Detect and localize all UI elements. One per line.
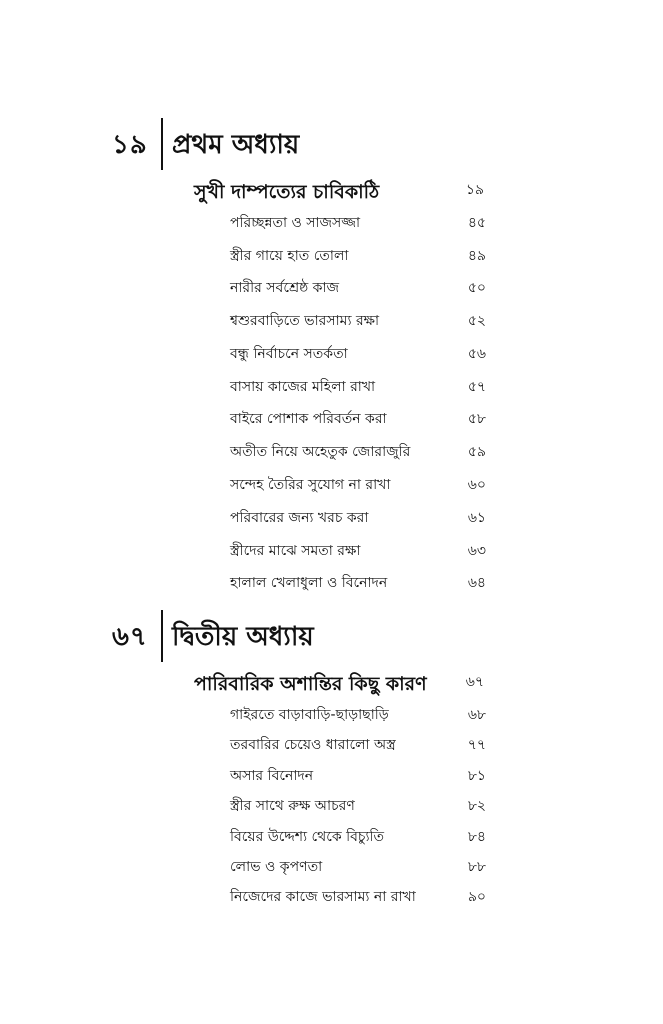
entry-page: ৮২ xyxy=(467,798,486,814)
entry-page: ৬৩ xyxy=(467,543,486,559)
entry-title: পরিবারের জন্য খরচ করা xyxy=(230,510,369,526)
entry-page: ৬০ xyxy=(467,477,486,493)
toc-entry[interactable] xyxy=(230,375,486,397)
toc-entry[interactable] xyxy=(230,703,486,725)
entry-title: লোভ ও কৃপণতা xyxy=(230,859,323,875)
entry-page: ৫০ xyxy=(467,280,486,296)
entry-title: নারীর সর্বশ্রেষ্ঠ কাজ xyxy=(230,280,340,296)
toc-entry[interactable] xyxy=(230,342,486,364)
toc-entry[interactable] xyxy=(230,885,486,907)
entry-title: অসার বিনোদন xyxy=(230,768,314,784)
chapter-1-title: প্রথম অধ্যায় xyxy=(172,130,300,160)
chapter-2-start-page: ৬৭ xyxy=(112,622,148,652)
entry-title: গাইরতে বাড়াবাড়ি-ছাড়াছাড়ি xyxy=(230,707,389,723)
toc-entry[interactable] xyxy=(230,794,486,816)
toc-entry[interactable] xyxy=(230,764,486,786)
toc-entry[interactable] xyxy=(230,407,486,429)
entry-title: বন্ধু নির্বাচনে সতর্কতা xyxy=(230,346,348,362)
toc-entry[interactable] xyxy=(230,571,486,593)
toc-entry[interactable] xyxy=(230,440,486,462)
entry-page: ৯০ xyxy=(467,889,486,905)
entry-page: ৫৮ xyxy=(467,411,486,427)
entry-page: ৬১ xyxy=(467,510,486,526)
entry-title: শ্বশুরবাড়িতে ভারসাম্য রক্ষা xyxy=(230,313,380,329)
entry-page: ৪৫ xyxy=(467,215,486,231)
entry-title: বাসায় কাজের মহিলা রাখা xyxy=(230,379,376,395)
entry-title: হালাল খেলাধুলা ও বিনোদন xyxy=(230,575,388,591)
toc-entry[interactable] xyxy=(230,276,486,298)
chapter-1-start-page: ১৯ xyxy=(112,130,148,160)
toc-entry[interactable] xyxy=(230,244,486,266)
entry-title: নিজেদের কাজে ভারসাম্য না রাখা xyxy=(230,889,416,905)
toc-entry[interactable] xyxy=(230,855,486,877)
entry-title: স্ত্রীর সাথে রুক্ষ আচরণ xyxy=(230,798,355,814)
toc-entry[interactable] xyxy=(230,309,486,331)
entry-page: ৫৯ xyxy=(467,444,486,460)
chapter-2-section[interactable] xyxy=(194,670,494,698)
entry-page: ৬৪ xyxy=(467,575,486,591)
section-page: ১৯ xyxy=(465,182,484,198)
entry-title: সন্দেহ তৈরির সুযোগ না রাখা xyxy=(230,477,391,493)
entry-title: স্ত্রীর গায়ে হাত তোলা xyxy=(230,248,349,264)
entry-title: বিয়ের উদ্দেশ্য থেকে বিচ্যুতি xyxy=(230,829,385,845)
entry-page: ৫৭ xyxy=(467,379,486,395)
entry-page: ৪৯ xyxy=(467,248,486,264)
entry-page: ৮৮ xyxy=(467,859,486,875)
toc-entry[interactable] xyxy=(230,539,486,561)
section-page: ৬৭ xyxy=(465,674,484,690)
entry-title: পরিচ্ছন্নতা ও সাজসজ্জা xyxy=(230,215,361,231)
chapter-2-divider xyxy=(161,610,163,662)
chapter-2-title: দ্বিতীয় অধ্যায় xyxy=(172,622,314,652)
toc-entry[interactable] xyxy=(230,733,486,755)
chapter-2-header xyxy=(0,610,663,670)
chapter-1-divider xyxy=(161,118,163,170)
entry-page: ৮১ xyxy=(467,768,486,784)
entry-page: ৫২ xyxy=(467,313,486,329)
entry-title: তরবারির চেয়েও ধারালো অস্ত্র xyxy=(230,737,396,753)
toc-entry[interactable] xyxy=(230,473,486,495)
chapter-1-header xyxy=(0,118,663,178)
section-title: পারিবারিক অশান্তির কিছু কারণ xyxy=(194,673,427,695)
entry-page: ৫৬ xyxy=(467,346,486,362)
chapter-1-section[interactable] xyxy=(194,178,494,206)
entry-page: ৭৭ xyxy=(467,737,486,753)
toc-entry[interactable] xyxy=(230,506,486,528)
toc-entry[interactable] xyxy=(230,211,486,233)
toc-entry[interactable] xyxy=(230,825,486,847)
entry-page: ৮৪ xyxy=(467,829,486,845)
entry-title: অতীত নিয়ে অহেতুক জোরাজুরি xyxy=(230,444,411,460)
section-title: সুখী দাম্পত্যের চাবিকাঠি xyxy=(194,181,380,203)
entry-page: ৬৮ xyxy=(467,707,486,723)
entry-title: স্ত্রীদের মাঝে সমতা রক্ষা xyxy=(230,543,361,559)
entry-title: বাইরে পোশাক পরিবর্তন করা xyxy=(230,411,387,427)
